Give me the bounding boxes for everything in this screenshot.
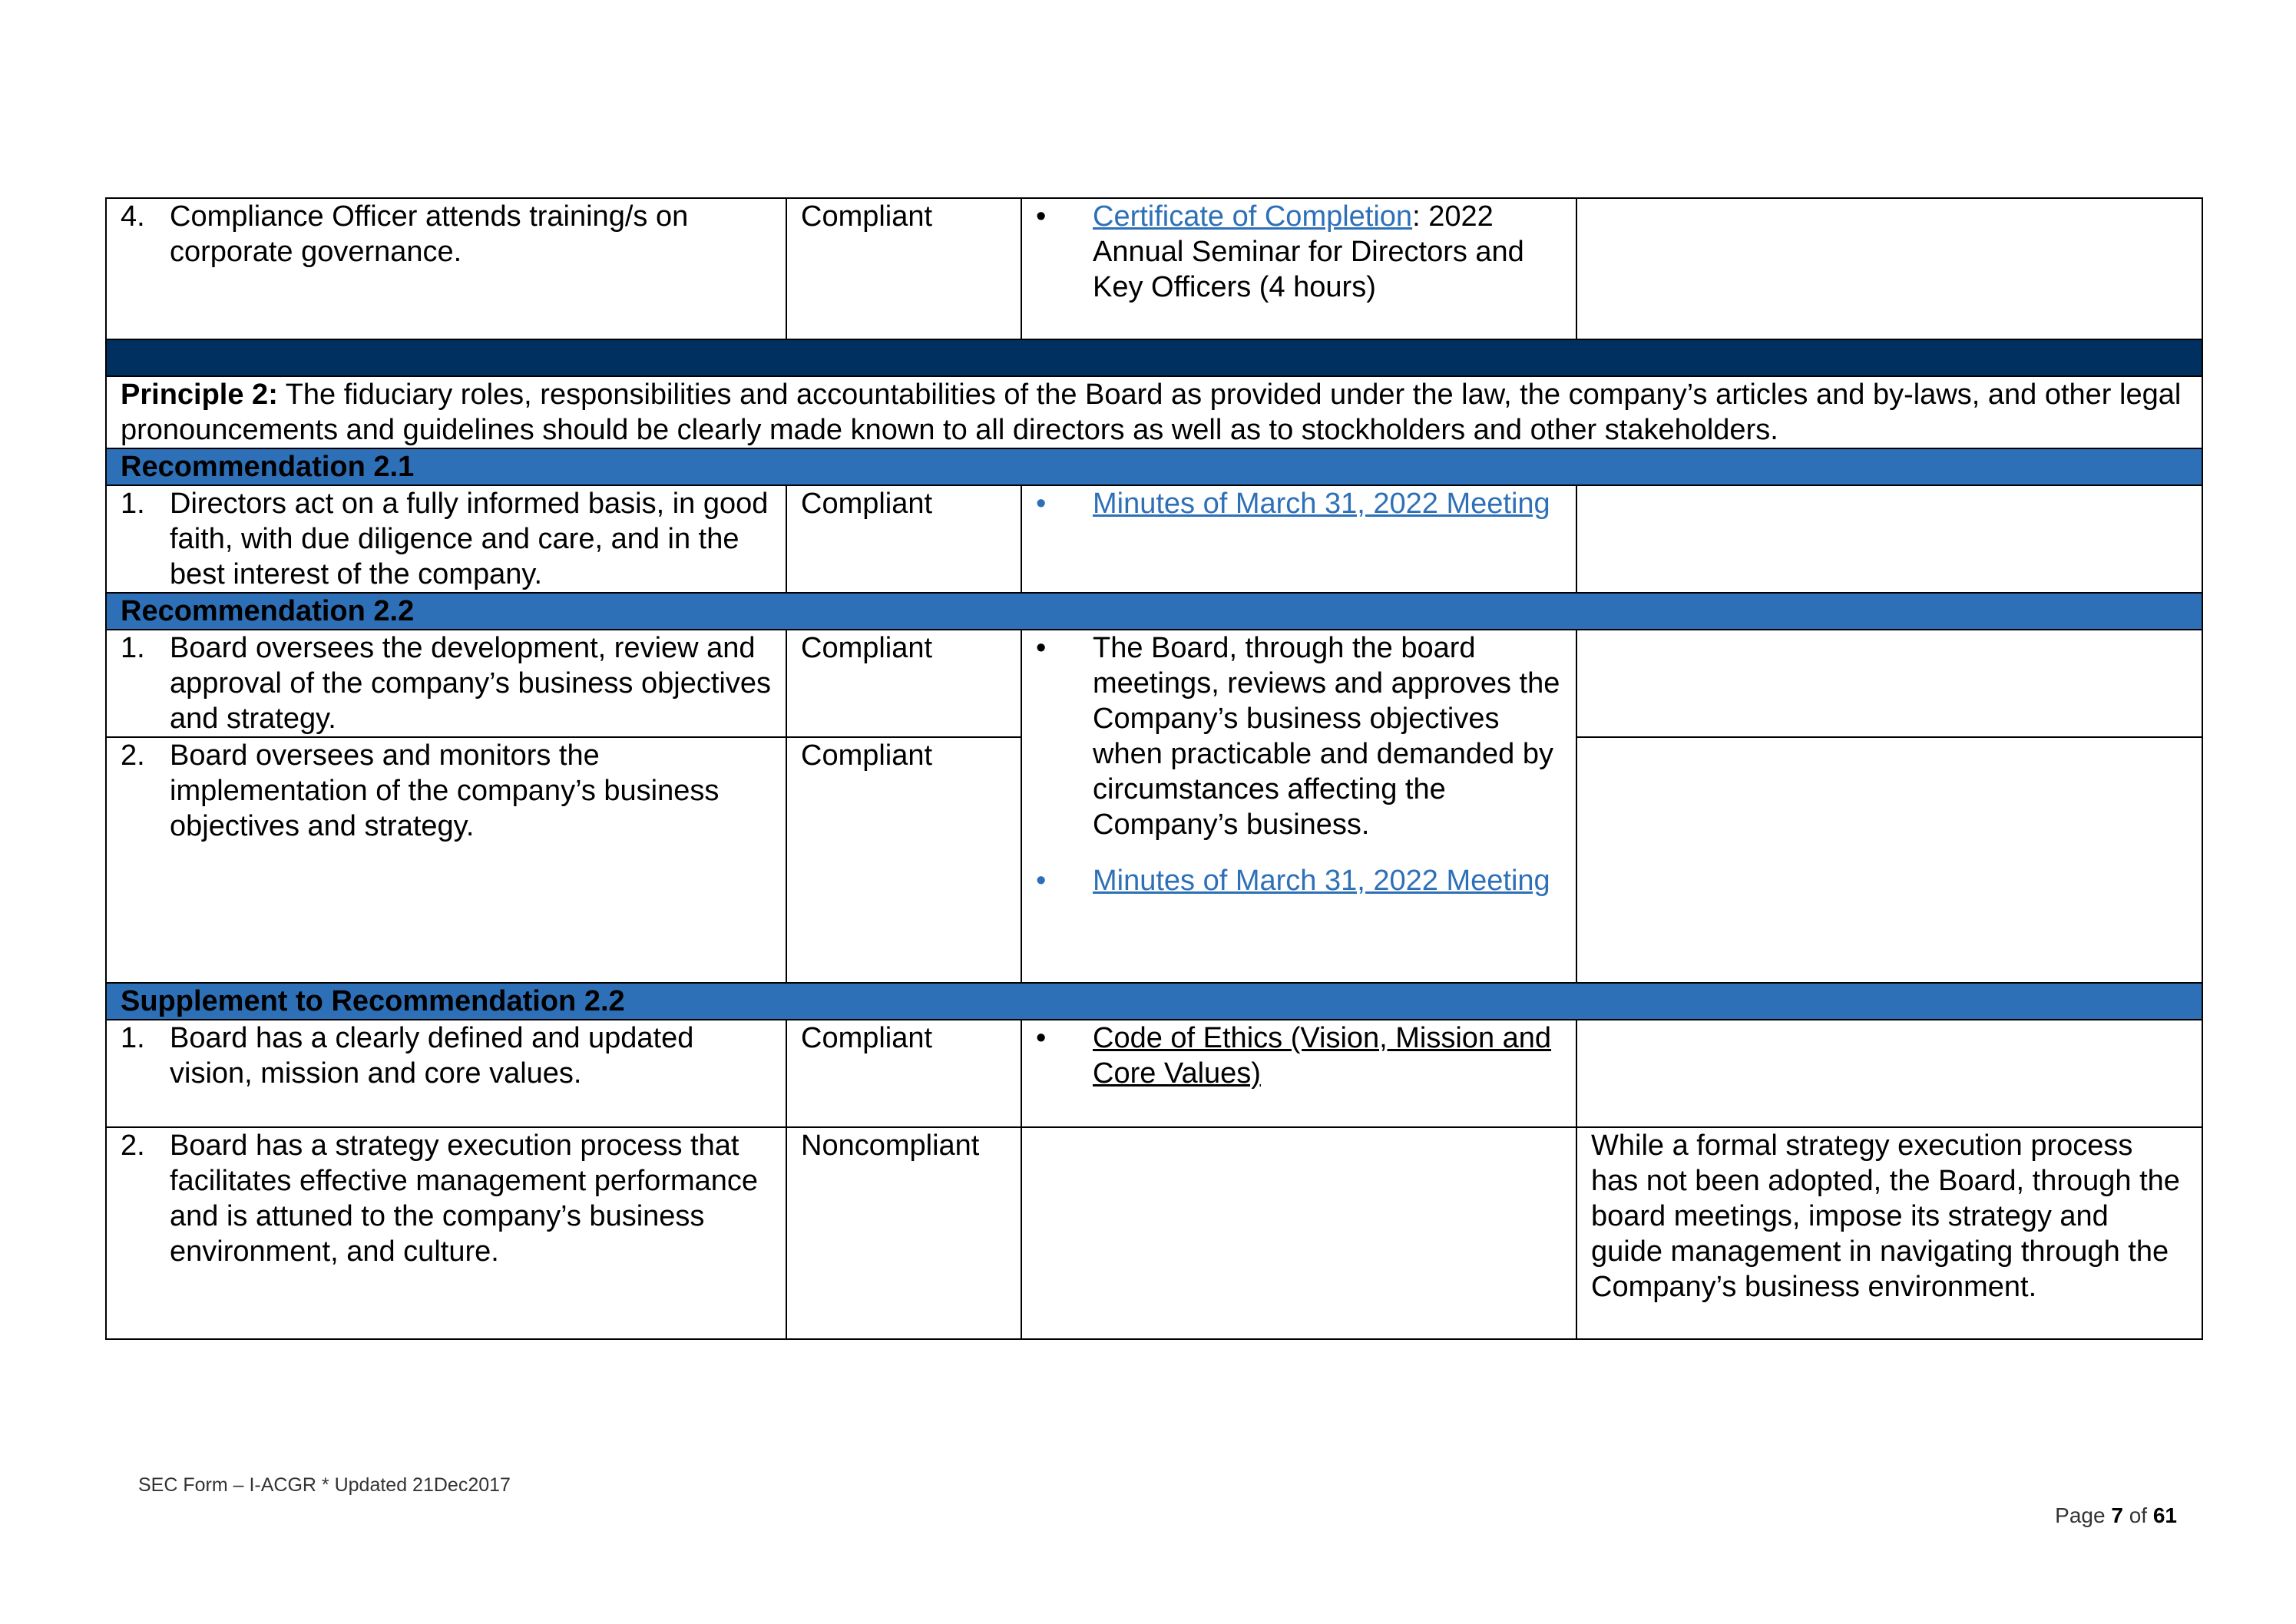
recommendation-cell [106,630,786,737]
explanation-cell [1576,1020,2202,1127]
principle-row [106,376,2202,448]
item-number: 4. [121,200,145,233]
acgr-table [105,197,2203,1340]
item-text: Board oversees and monitors the implementation of the company’s business objectives and strategy. [170,739,720,842]
evidence-text: : 2022 Annual Seminar for Directors and Key Officers (4 hours) [1093,200,1524,303]
principle-text: The fiduciary roles, responsibilities and accountabilities of the Board as provided under the law, the company’s articles and by-laws, and other legal pronouncements and guidelines should be clearly made known to all directors as well as to stockholders and other stakeholders. [121,379,2182,446]
bullet-icon: • [1036,1022,1047,1054]
status-cell: Compliant [786,1020,1021,1127]
explanation-cell [1576,630,2202,737]
table-row [106,630,2202,737]
evidence-cell [1021,1127,1576,1339]
bullet-icon: • [1036,200,1047,233]
footer-form-label: SEC Form – I-ACGR * Updated 21Dec2017 [138,1474,511,1496]
recommendation-cell [106,1127,786,1339]
table-row [106,485,2202,593]
item-number: 1. [121,632,145,664]
page-number [2055,1503,2177,1528]
supplement-2-2-header: Supplement to Recommendation 2.2 [106,983,2202,1020]
item-number: 1. [121,1022,145,1054]
item-text: Board has a clearly defined and updated vision, mission and core values. [170,1022,694,1090]
evidence-cell [1021,1020,1576,1127]
bullet-icon: • [1036,632,1047,664]
evidence-cell [1021,630,1576,983]
table-row [106,198,2202,339]
item-text: Board oversees the development, review and approval of the company’s business objectives and strategy. [170,632,771,735]
recommendation-header-row [106,593,2202,630]
status-cell: Noncompliant [786,1127,1021,1339]
section-divider [106,339,2202,376]
item-text: Compliance Officer attends training/s on corporate governance. [170,200,689,268]
bullet-icon: • [1036,865,1047,897]
page-of: of [2122,1503,2153,1527]
minutes-link[interactable]: Minutes of March 31, 2022 Meeting [1093,488,1550,520]
status-cell: Compliant [786,198,1021,339]
navy-band [106,339,2202,376]
recommendation-2-1-header: Recommendation 2.1 [106,448,2202,485]
page-total: 61 [2152,1503,2177,1527]
certificate-link[interactable]: Certificate of Completion [1093,200,1413,233]
status-cell: Compliant [786,737,1021,983]
evidence-cell [1021,485,1576,593]
explanation-cell [1576,198,2202,339]
item-text: Board has a strategy execution process that facilitates effective management performance and is attuned to the company’s business environment, and culture. [170,1130,759,1268]
table-row [106,1127,2202,1339]
item-number: 1. [121,488,145,520]
item-number: 2. [121,1130,145,1162]
principle-cell [106,376,2202,448]
recommendation-2-2-header: Recommendation 2.2 [106,593,2202,630]
recommendation-cell [106,737,786,983]
recommendation-header-row [106,983,2202,1020]
recommendation-cell [106,198,786,339]
evidence-cell [1021,198,1576,339]
principle-label: Principle 2: [121,379,278,411]
table-row [106,1020,2202,1127]
recommendation-header-row [106,448,2202,485]
minutes-link[interactable]: Minutes of March 31, 2022 Meeting [1093,865,1550,897]
page-current: 7 [2111,1503,2123,1527]
bullet-icon: • [1036,488,1047,520]
item-text: Directors act on a fully informed basis, in good faith, with due diligence and care, and in the best interest of the company. [170,488,769,590]
evidence-text: The Board, through the board meetings, reviews and approves the Company’s business objectives when practicable and demanded by circumstances affecting the Company’s business. [1093,632,1560,841]
explanation-cell: While a formal strategy execution process has not been adopted, the Board, through the board meetings, impose its strategy and guide management in navigating through the Company’s business environment. [1576,1127,2202,1339]
page-prefix: Page [2055,1503,2112,1527]
recommendation-cell [106,485,786,593]
explanation-cell [1576,485,2202,593]
code-of-ethics-link[interactable]: Code of Ethics (Vision, Mission and Core Values) [1093,1022,1552,1090]
item-number: 2. [121,739,145,772]
status-cell: Compliant [786,485,1021,593]
recommendation-cell [106,1020,786,1127]
status-cell: Compliant [786,630,1021,737]
explanation-cell [1576,737,2202,983]
